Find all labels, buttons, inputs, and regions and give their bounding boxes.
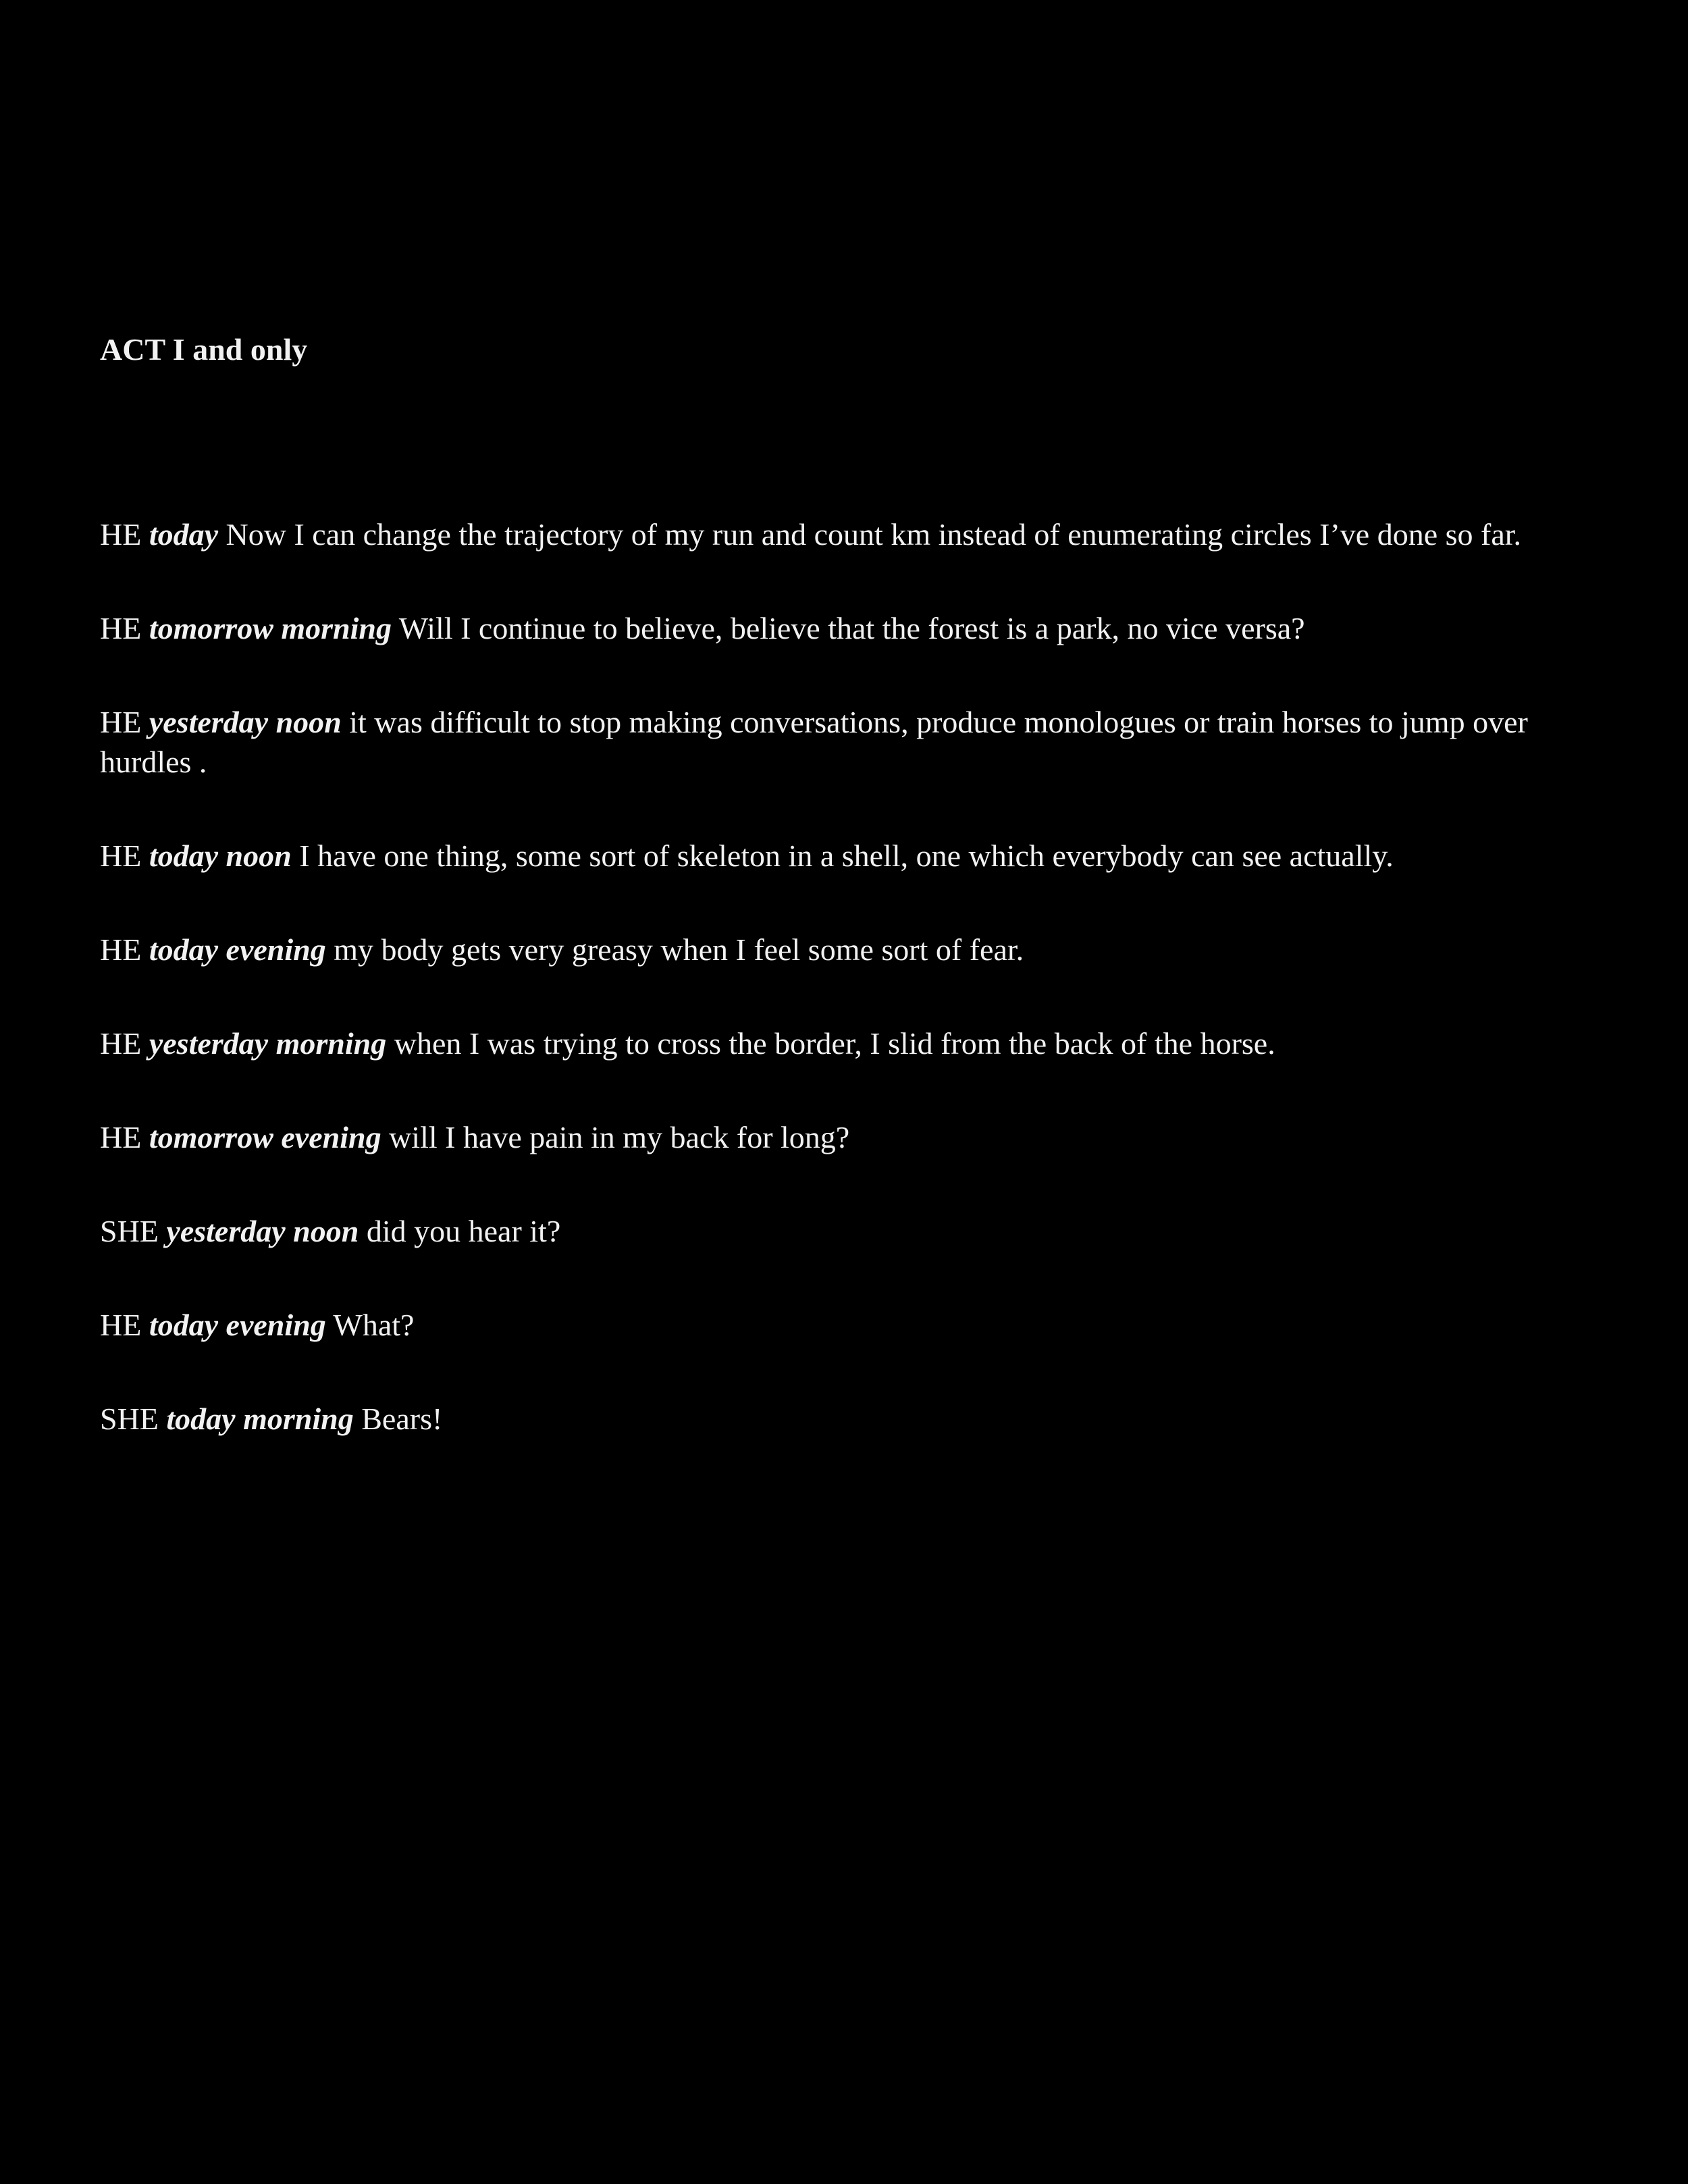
- speaker-name: SHE: [100, 1402, 159, 1436]
- line-text: when I was trying to cross the border, I slid from the back of the horse.: [394, 1026, 1275, 1061]
- time-cue: yesterday noon: [149, 705, 342, 739]
- dialogue-line: [100, 836, 1592, 876]
- dialogue-line: [100, 1117, 1592, 1157]
- time-cue: tomorrow morning: [149, 611, 392, 645]
- time-cue: today noon: [149, 838, 292, 873]
- line-text: my body gets very greasy when I feel some sort of fear.: [334, 932, 1024, 967]
- document-page: [100, 0, 1592, 2184]
- dialogue-line: [100, 514, 1592, 554]
- dialogue-line: [100, 1023, 1592, 1063]
- dialogue-line: [100, 608, 1592, 648]
- time-cue: tomorrow evening: [149, 1120, 381, 1154]
- line-text: did you hear it?: [366, 1214, 561, 1248]
- line-text: it was difficult to stop making conversations, produce monologues or train horses to jump over hurdles .: [100, 705, 1528, 779]
- dialogue-line: [100, 1399, 1592, 1439]
- dialogue-list: [100, 514, 1592, 1493]
- line-text: Now I can change the trajectory of my run and count km instead of enumerating circles I’ve done so far.: [226, 517, 1522, 552]
- speaker-name: SHE: [100, 1214, 159, 1248]
- speaker-name: HE: [100, 1120, 142, 1154]
- time-cue: today: [149, 517, 219, 552]
- dialogue-line: [100, 702, 1592, 782]
- speaker-name: HE: [100, 1308, 142, 1342]
- line-text: Will I continue to believe, believe that the forest is a park, no vice versa?: [398, 611, 1305, 645]
- dialogue-line: [100, 1211, 1592, 1251]
- speaker-name: HE: [100, 838, 142, 873]
- speaker-name: HE: [100, 705, 142, 739]
- line-text: What?: [333, 1308, 415, 1342]
- dialogue-line: [100, 930, 1592, 969]
- time-cue: today evening: [149, 932, 326, 967]
- act-title: ACT I and only: [100, 332, 308, 367]
- speaker-name: HE: [100, 932, 142, 967]
- line-text: Bears!: [361, 1402, 443, 1436]
- speaker-name: HE: [100, 517, 142, 552]
- line-text: will I have pain in my back for long?: [389, 1120, 850, 1154]
- time-cue: today evening: [149, 1308, 326, 1342]
- line-text: I have one thing, some sort of skeleton in a shell, one which everybody can see actually.: [299, 838, 1394, 873]
- speaker-name: HE: [100, 1026, 142, 1061]
- time-cue: yesterday morning: [149, 1026, 387, 1061]
- speaker-name: HE: [100, 611, 142, 645]
- time-cue: yesterday noon: [166, 1214, 359, 1248]
- time-cue: today morning: [166, 1402, 354, 1436]
- dialogue-line: [100, 1305, 1592, 1345]
